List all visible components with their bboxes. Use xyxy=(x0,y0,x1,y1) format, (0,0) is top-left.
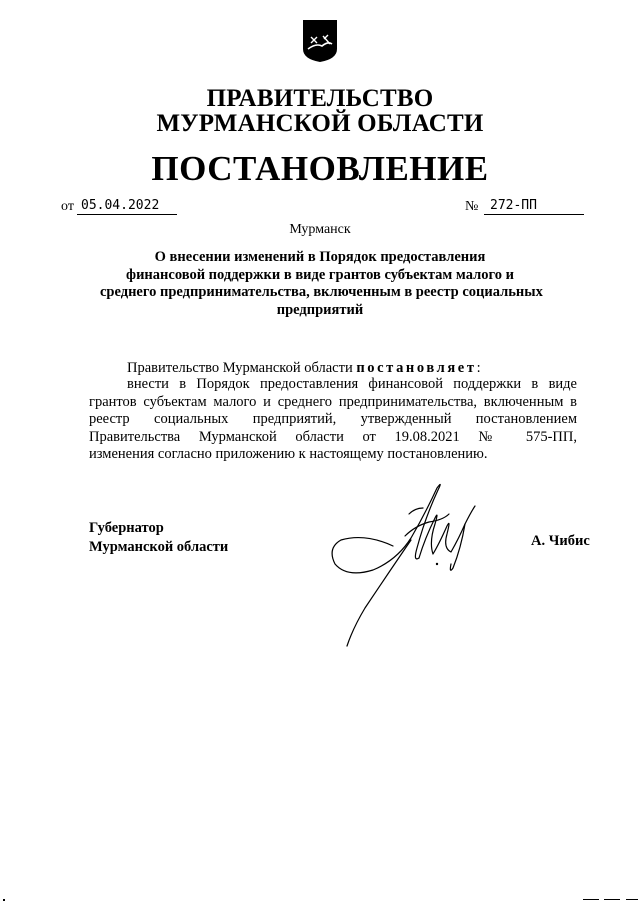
city-name: Мурманск xyxy=(289,222,351,237)
signer-title xyxy=(89,519,228,556)
subject-line: О внесении изменений в Порядок предоставления xyxy=(154,249,486,265)
decree-body xyxy=(89,376,577,464)
body-line: Правительства Мурманской области от 19.08.2021 № 575-ПП, xyxy=(89,428,577,445)
document-type-title: ПОСТАНОВЛЕНИЕ xyxy=(151,149,489,188)
handwritten-signature-icon xyxy=(325,478,485,648)
subject-line: финансовой поддержки в виде грантов субъектам малого и xyxy=(126,266,514,283)
document-date: 05.04.2022 xyxy=(77,198,177,215)
government-name-line1: ПРАВИТЕЛЬСТВО xyxy=(206,85,434,112)
subject-line: среднего предпринимательства, включенным в реестр социальных xyxy=(100,284,543,300)
body-line: внести в Порядок предоставления финансовой поддержки в виде xyxy=(127,376,577,392)
coat-of-arms-icon xyxy=(302,19,338,63)
document-number: 272-ПП xyxy=(484,198,584,215)
date-label: от xyxy=(61,199,74,214)
subject-line: предприятий xyxy=(276,301,364,318)
number-label: № xyxy=(465,199,479,214)
signer-title-line: Губернатор xyxy=(89,520,164,536)
preamble xyxy=(127,360,481,377)
signer-title-line: Мурманской области xyxy=(89,538,229,555)
document-subject xyxy=(100,249,543,319)
body-line: реестр социальных предприятий, утвержденный постановлением xyxy=(89,411,577,428)
page-edge-marks xyxy=(0,899,640,901)
preamble-keyword: постановляет xyxy=(356,360,477,376)
signer-name: А. Чибис xyxy=(531,533,590,549)
body-line: изменения согласно приложению к настоящему постановлению. xyxy=(89,446,488,463)
preamble-end: : xyxy=(476,360,481,376)
government-name-line2: МУРМАНСКОЙ ОБЛАСТИ xyxy=(156,110,484,137)
preamble-start: Правительство Мурманской области xyxy=(127,360,357,376)
body-line: грантов субъектам малого и среднего предпринимательства, включенным в xyxy=(89,393,577,410)
